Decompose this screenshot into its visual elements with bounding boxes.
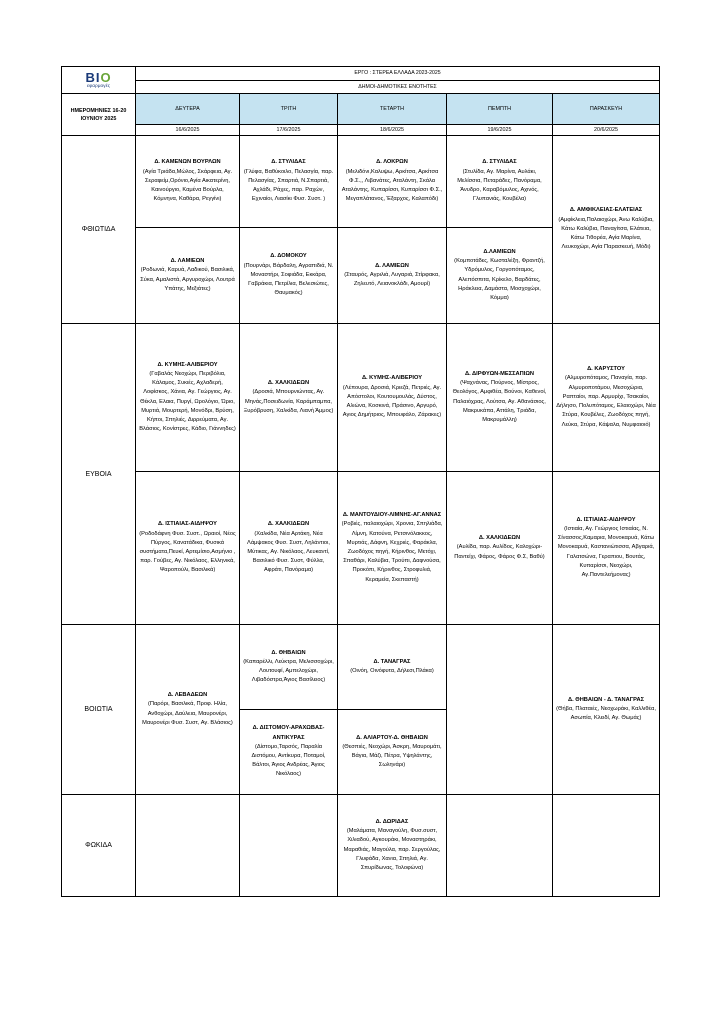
- day-friday: ΠΑΡΑΣΚΕΥΗ: [553, 94, 660, 125]
- municipality-name: Δ. ΔΙΡΦΥΩΝ-ΜΕΣΣΑΠΙΩΝ: [465, 370, 534, 377]
- schedule-cell: [136, 625, 240, 795]
- region-fthiotida: ΦΘΙΩΤΙΔΑ: [62, 136, 136, 324]
- date-wednesday: 18/6/2025: [338, 125, 447, 136]
- schedule-cell: [240, 228, 338, 324]
- schedule-cell: [553, 136, 660, 324]
- municipality-name: Δ. ΛΑΜΙΕΩΝ: [170, 258, 205, 265]
- day-monday: ΔΕΥΤΕΡΑ: [136, 94, 240, 125]
- date-thursday: 19/6/2025: [447, 125, 553, 136]
- villages-list: (Ροδοδάφνη Φυσ. Συστ., Ωραιοί, Νέος Πύργος, Κανατάδικα, Φυσικά συστήματα,Πευκί, Αρτεμίσιο,Ασμήνιο , παρ. Γούβες, Αγ. Νικόλαος, Ελληνικά, Ψαροπούλι, Βασιλικά): [139, 530, 236, 574]
- villages-list: (Μελιδόνι,Καλυψω, Αρκίτσα, Αρκίτσα Φ.Σ.,, Λιβανάτες, Αταλάντη, Σκάλα Αταλάντης, Κυπαρίσσι, Κυπαρίσσι Φ.Σ., Μεγαπλάτανος, Έξαρχος, Καλαπόδι): [341, 168, 443, 203]
- schedule-table: [61, 66, 660, 897]
- villages-list: (Δίστομο,Ταρσός, Παραλία Διστόμου, Αντίκυρα, Ποταμοί, Βάλτοι, Άγιος Ανδρέας, Άγιος Νικόλαος): [251, 743, 326, 778]
- municipality-name: Δ. ΧΑΛΚΙΔΕΩΝ: [267, 380, 310, 387]
- schedule-cell: [338, 472, 447, 625]
- villages-list: (Γαβαλάς Νεοχώρι, Περιβόλια, Κάλαμος, Συκιές, Αχλαδερή, Λοφίσκος, Χάνια, Αγ. Γεώργιος, Αγ. Θέκλα, Ελαια, Πυργί, Ωρολόγιο, Ώριο, Μυρτιά, Μουρτερή, Μονόδρι, Βρύση, Κήποι, Σπηλιές, Διρρεύματα, Αγ. Βλάσιος, Κονίστρες, Κάδιο, Γιάννηδες): [139, 370, 236, 433]
- villages-list: (Αγία Τριάδα,Μώλος, Σκάρφεια, Αγ. Σεραφείμ,Ορόνιο,Αγία Αικατερίνη, Καινούργιο, Καμένα Βούρλα, Κόμνηνα, Καθάρα, Ρεγγίνι): [142, 168, 233, 203]
- schedule-cell: [338, 625, 447, 710]
- day-wednesday: ΤΕΤΑΡΤΗ: [338, 94, 447, 125]
- villages-list: (Χαλκίδα, Νέα Αρτάκη, Νέα Λάμψακος Φυσ. Συστ, Ληλάντιοι, Μύτικας, Αγ. Νικόλαος, Λευκαντί, Βασιλικό Φυσ. Συστ, Φύλλα, Αφράτι, Πανόραμα): [247, 530, 330, 574]
- municipalities-subtitle: ΔΗΜΟΙ-ΔΗΜΟΤΙΚΕΣ ΕΝΟΤΗΤΕΣ: [136, 80, 660, 94]
- schedule-cell: [136, 472, 240, 625]
- municipality-name: Δ.ΛΑΜΙΕΩΝ: [483, 248, 516, 255]
- villages-list: (Οινόη, Οινόφυτα, Δήλεσι,Πλάκα): [350, 668, 434, 674]
- schedule-cell: [240, 710, 338, 795]
- municipality-name: Δ. ΛΟΚΡΩΝ: [376, 159, 408, 166]
- municipality-name: Δ. ΤΑΝΑΓΡΑΣ: [373, 658, 411, 665]
- empty-cell: [240, 795, 338, 897]
- villages-list: (Θήβα, Πλαταιές, Νεοχωράκι, Καλλιθέα, Ασωπία, Κλειδί, Αγ. Θωμάς): [556, 705, 656, 722]
- villages-list: (Ψαχνάνας, Πούρνος, Μίστρος, Θεολόγος, Αμφιθέα, Βούνοι, Καθενοί, Παλαιόχρας, Λούτσα, Αγ. Αθανάσιος, Μακρυκάπα, Αττάλη, Τριάδα, Μακρυμάλλη): [452, 380, 547, 423]
- villages-list: (Λέπουρα, Δροσιά, Κριεζά, Πετριές, Αγ. Απόστολοι, Κουτουμουλάς, Δύστος, Αλιώνα, Κοσκινά, Πράσινο, Αργυρό, Αγιος Δημήτριος, Μπουφάλο, Ζάρακες): [342, 384, 442, 419]
- region-fokida: ΦΩΚΙΔΑ: [62, 795, 136, 897]
- schedule-cell: [553, 625, 660, 795]
- municipality-name: Δ. ΜΑΝΤΟΥΔΙΟΥ-ΛΙΜΝΗΣ-ΑΓ.ΑΝΝΑΣ: [342, 512, 442, 519]
- schedule-cell: [136, 136, 240, 228]
- schedule-cell: [240, 472, 338, 625]
- schedule-cell: [447, 228, 553, 324]
- villages-list: (Σταυρός, Αγριλιά, Λυγαριά, Στίρφακα, Ζηλευτό, Λειανοκλάδι, Αμουρί): [344, 271, 440, 288]
- villages-list: (Καπαρέλλι, Λεύκτρα, Μελισσοχώρι, Λουτουφί, Αμπελοχώρι, Λιβαδόστρα,Άγιος Βασίλειος): [243, 658, 334, 684]
- schedule-cell: [136, 228, 240, 324]
- project-title: ΕΡΓΟ : ΣΤΕΡΕΑ ΕΛΛΑΔΑ 2023-2025: [136, 67, 660, 81]
- schedule-cell: [338, 324, 447, 472]
- villages-list: (Θεσπιές, Νεοχώρι, Άσκρη, Μαυρομάτι, Βάγια, Μάζι, Πέτρα, Υψηλάντης, Σωληνάρι): [342, 743, 442, 769]
- day-tuesday: ΤΡΙΤΗ: [240, 94, 338, 125]
- villages-list: (Μαλάματα, Μαναγούλη, Φυσ.συστ, Χιλιαδού, Αγκουράκι, Μοναστηράκι, Μαραθιάς, Μαγούλα, παρ. Σεργούλας, Γλυφάδα, Χανια, Σπηλιά, Αγ. Σπυρίδωνας, Τολοφώνα): [343, 828, 441, 871]
- logo-title: BIO: [85, 69, 112, 85]
- municipality-name: Δ. ΚΥΜΗΣ-ΑΛΙΒΕΡΙΟΥ: [361, 375, 423, 382]
- municipality-name: Δ. ΔΙΣΤΟΜΟΥ-ΑΡΑΧΩΒΑΣ-ΑΝΤΙΚΥΡΑΣ: [252, 725, 325, 741]
- schedule-cell: [240, 324, 338, 472]
- municipality-name: Δ. ΧΑΛΚΙΔΕΩΝ: [267, 521, 310, 528]
- schedule-cell: [240, 136, 338, 228]
- villages-list: (Παρόρι, Βασιλικά, Προφ. Ηλία, Ανθοχώρι, Δαύλεια, Μαυρονέρι, Μαυρονέρι Φυσ. Συστ, Αγ. Βλάσιος): [142, 701, 233, 726]
- schedule-cell: [240, 625, 338, 710]
- municipality-name: Δ. ΔΩΡΙΔΑΣ: [375, 818, 409, 825]
- villages-list: (Ροβιές, παλαιοχώρι, Χρονια, Σπηλιάδα, Λίμνη, Κατούνα, Ρετσινόλακκος, Μυρτιάς, Δάφνη, Κεχριές, Φαράκλα, Ζωοδόχος πηγή, Κήρινθος, Μετόχι, Σπαθάρι, Καλύβια, Τρούπι, Δαφνούσα, Προκόπι, Κήρινθος, Στροφυλιά, Κεραμεία, Σκεπαστή): [341, 521, 443, 583]
- empty-cell: [553, 795, 660, 897]
- date-friday: 20/6/2025: [553, 125, 660, 136]
- municipality-name: Δ. ΛΑΜΙΕΩΝ: [375, 262, 409, 269]
- villages-list: (Ιστιαία, Αγ. Γεώργιος Ιστιαίας, Ν. Σίνασσος,Καμαρια, Μονοκαρυά, Κάτω Μονοκαρυά, Καστανιώτισσα, Αβγαριά, Γαλατσώνα, Γεραπιου, Βουτάς, Κυπαρίσσι, Νεοχώρι, Αγ.Παντελεήμονας): [557, 525, 655, 578]
- date-tuesday: 17/6/2025: [240, 125, 338, 136]
- schedule-cell: [338, 795, 447, 897]
- municipality-name: Δ. ΙΣΤΙΑΙΑΣ-ΑΙΔΗΨΟΥ: [576, 516, 636, 523]
- logo-subtitle: εφαρμογές: [86, 83, 111, 89]
- schedule-cell: [338, 136, 447, 228]
- municipality-name: Δ. ΣΤΥΛΙΔΑΣ: [482, 159, 517, 166]
- logo: [62, 67, 136, 94]
- schedule-cell: [338, 228, 447, 324]
- day-thursday: ΠΕΜΠΤΗ: [447, 94, 553, 125]
- date-monday: 16/6/2025: [136, 125, 240, 136]
- villages-list: (Κομποτάδες, Κωσταλέξη, Φραντζή, Υδρόμυλος, Γοργοπόταμος, Αλεπόσπιτα, Κρίκελο, Βαρδάτες, Ηράκλεια, Δαμάστα, Μοσχοχώρι, Κόμμα): [454, 258, 545, 301]
- villages-list: (Πουρνάρι, Βάρδαλη, Αγραπιδιά, Ν. Μοναστήρι, Σοφιάδα, Εκκάρα, Γαβράκια, Πετρίλια, Βελεσιώτες, Θαυμακός): [243, 262, 334, 297]
- municipality-name: Δ. ΣΤΥΛΙΔΑΣ: [271, 159, 306, 166]
- municipality-name: Δ. ΑΜΦΙΚΛΕΙΑΣ-ΕΛΑΤΕΙΑΣ: [569, 207, 643, 214]
- schedule-cell: [553, 324, 660, 472]
- municipality-name: Δ. ΛΕΒΑΔΕΩΝ: [167, 692, 208, 699]
- villages-list: (Αλμυροπόταμος, Παναγία, παρ. Αλμυροποτάμου, Μεσοχώρια, Ραπταίοι, παρ. Αρμυρίχι, Τσακαίοι, Δήλησο, Πολυπόταμος, Ελαιοχώρι, Νέα Στύρα, Κουβέλες, Ζωοδόχος πηγή, Λεύκα, Στύρα, Κάψαλα, Νυμφαιοιό): [556, 375, 656, 428]
- municipality-name: Δ. ΑΛΙΑΡΤΟΥ-Δ. ΘΗΒΑΙΩΝ: [356, 734, 428, 741]
- empty-cell: [447, 625, 553, 795]
- schedule-cell: [447, 136, 553, 228]
- schedule-cell: [136, 324, 240, 472]
- municipality-name: Δ. ΘΗΒΑΙΩΝ: [271, 649, 306, 656]
- municipality-name: Δ. ΚΥΜΗΣ-ΑΛΙΒΕΡΙΟΥ: [157, 361, 218, 368]
- villages-list: (Δροσιά, Μπουρνιώντας, Αγ. Μηνάς,Ποσειδωνία, Καράμπαμπα, Ξυρόβρυση, Χαλκίδα, Λιανή Άμμος): [243, 389, 334, 414]
- municipality-name: Δ. ΚΑΡΥΣΤΟΥ: [587, 366, 625, 373]
- schedule-cell: [447, 324, 553, 472]
- empty-cell: [136, 795, 240, 897]
- villages-list: (Αμφίκλεια,Παλαιοχώρι, Άνω Καλύβια, Κάτω Καλύβια, Παναγίτσα, Ελάτεια, Κάτω Τιθορέα, Αγία Μαρίνα, Λευκοχώρι, Αγία Παρασκευή, Μόδι): [558, 216, 654, 251]
- municipality-name: Δ. ΧΑΛΚΙΔΕΩΝ: [478, 535, 521, 542]
- schedule-cell: [553, 472, 660, 625]
- municipality-name: Δ. ΘΗΒΑΙΩΝ - Δ. ΤΑΝΑΓΡΑΣ: [568, 696, 645, 703]
- villages-list: (Αυλίδα, παρ. Αυλίδος, Καλοχώρι-Παντείχι, Φάρος, Φάρος Φ.Σ, Βαθύ): [454, 544, 545, 560]
- region-voiotia: ΒΟΙΩΤΙΑ: [62, 625, 136, 795]
- villages-list: (Γλύφα, Βαθύκοιλο, Πελασγία, παρ. Πελασγίας, Σπαρτιά, Ν.Σπαρτιά, Αχλάδι, Ράχες, παρ. Ραχών, Εχιναίοι, Λιασίκι Φυσ. Συστ. ): [243, 168, 334, 203]
- region-evvoia: ΕΥΒΟΙΑ: [62, 324, 136, 625]
- empty-cell: [447, 795, 553, 897]
- municipality-name: Δ. ΚΑΜΕΝΩΝ ΒΟΥΡΛΩΝ: [154, 159, 221, 166]
- municipality-name: Δ. ΙΣΤΙΑΙΑΣ-ΑΙΔΗΨΟΥ: [158, 521, 217, 528]
- villages-list: (Ροδωνιά, Καρυά, Λαδικού, Βασιλικά, Σύκα, Αμαλιστά, Αργυροχώρι, Λουτρά Υπάτης, Μεξιάτες): [140, 267, 235, 292]
- villages-list: (Στυλίδα, Αγ. Μαρίνα, Αυλάκι, Μελίσσια, Πεταράδες, Πανόραμα, Άνυδρο, Καραβόμυλος, Αχινός, Γλυπανιάς, Κουβέλα): [457, 168, 542, 203]
- municipality-name: Δ. ΔΟΜΟΚΟΥ: [270, 253, 307, 260]
- schedule-cell: [447, 472, 553, 625]
- dates-label: ΗΜΕΡΟΜΗΝΙΕΣ 16-20 ΙΟΥΝΙΟΥ 2025: [62, 94, 136, 136]
- schedule-cell: [338, 710, 447, 795]
